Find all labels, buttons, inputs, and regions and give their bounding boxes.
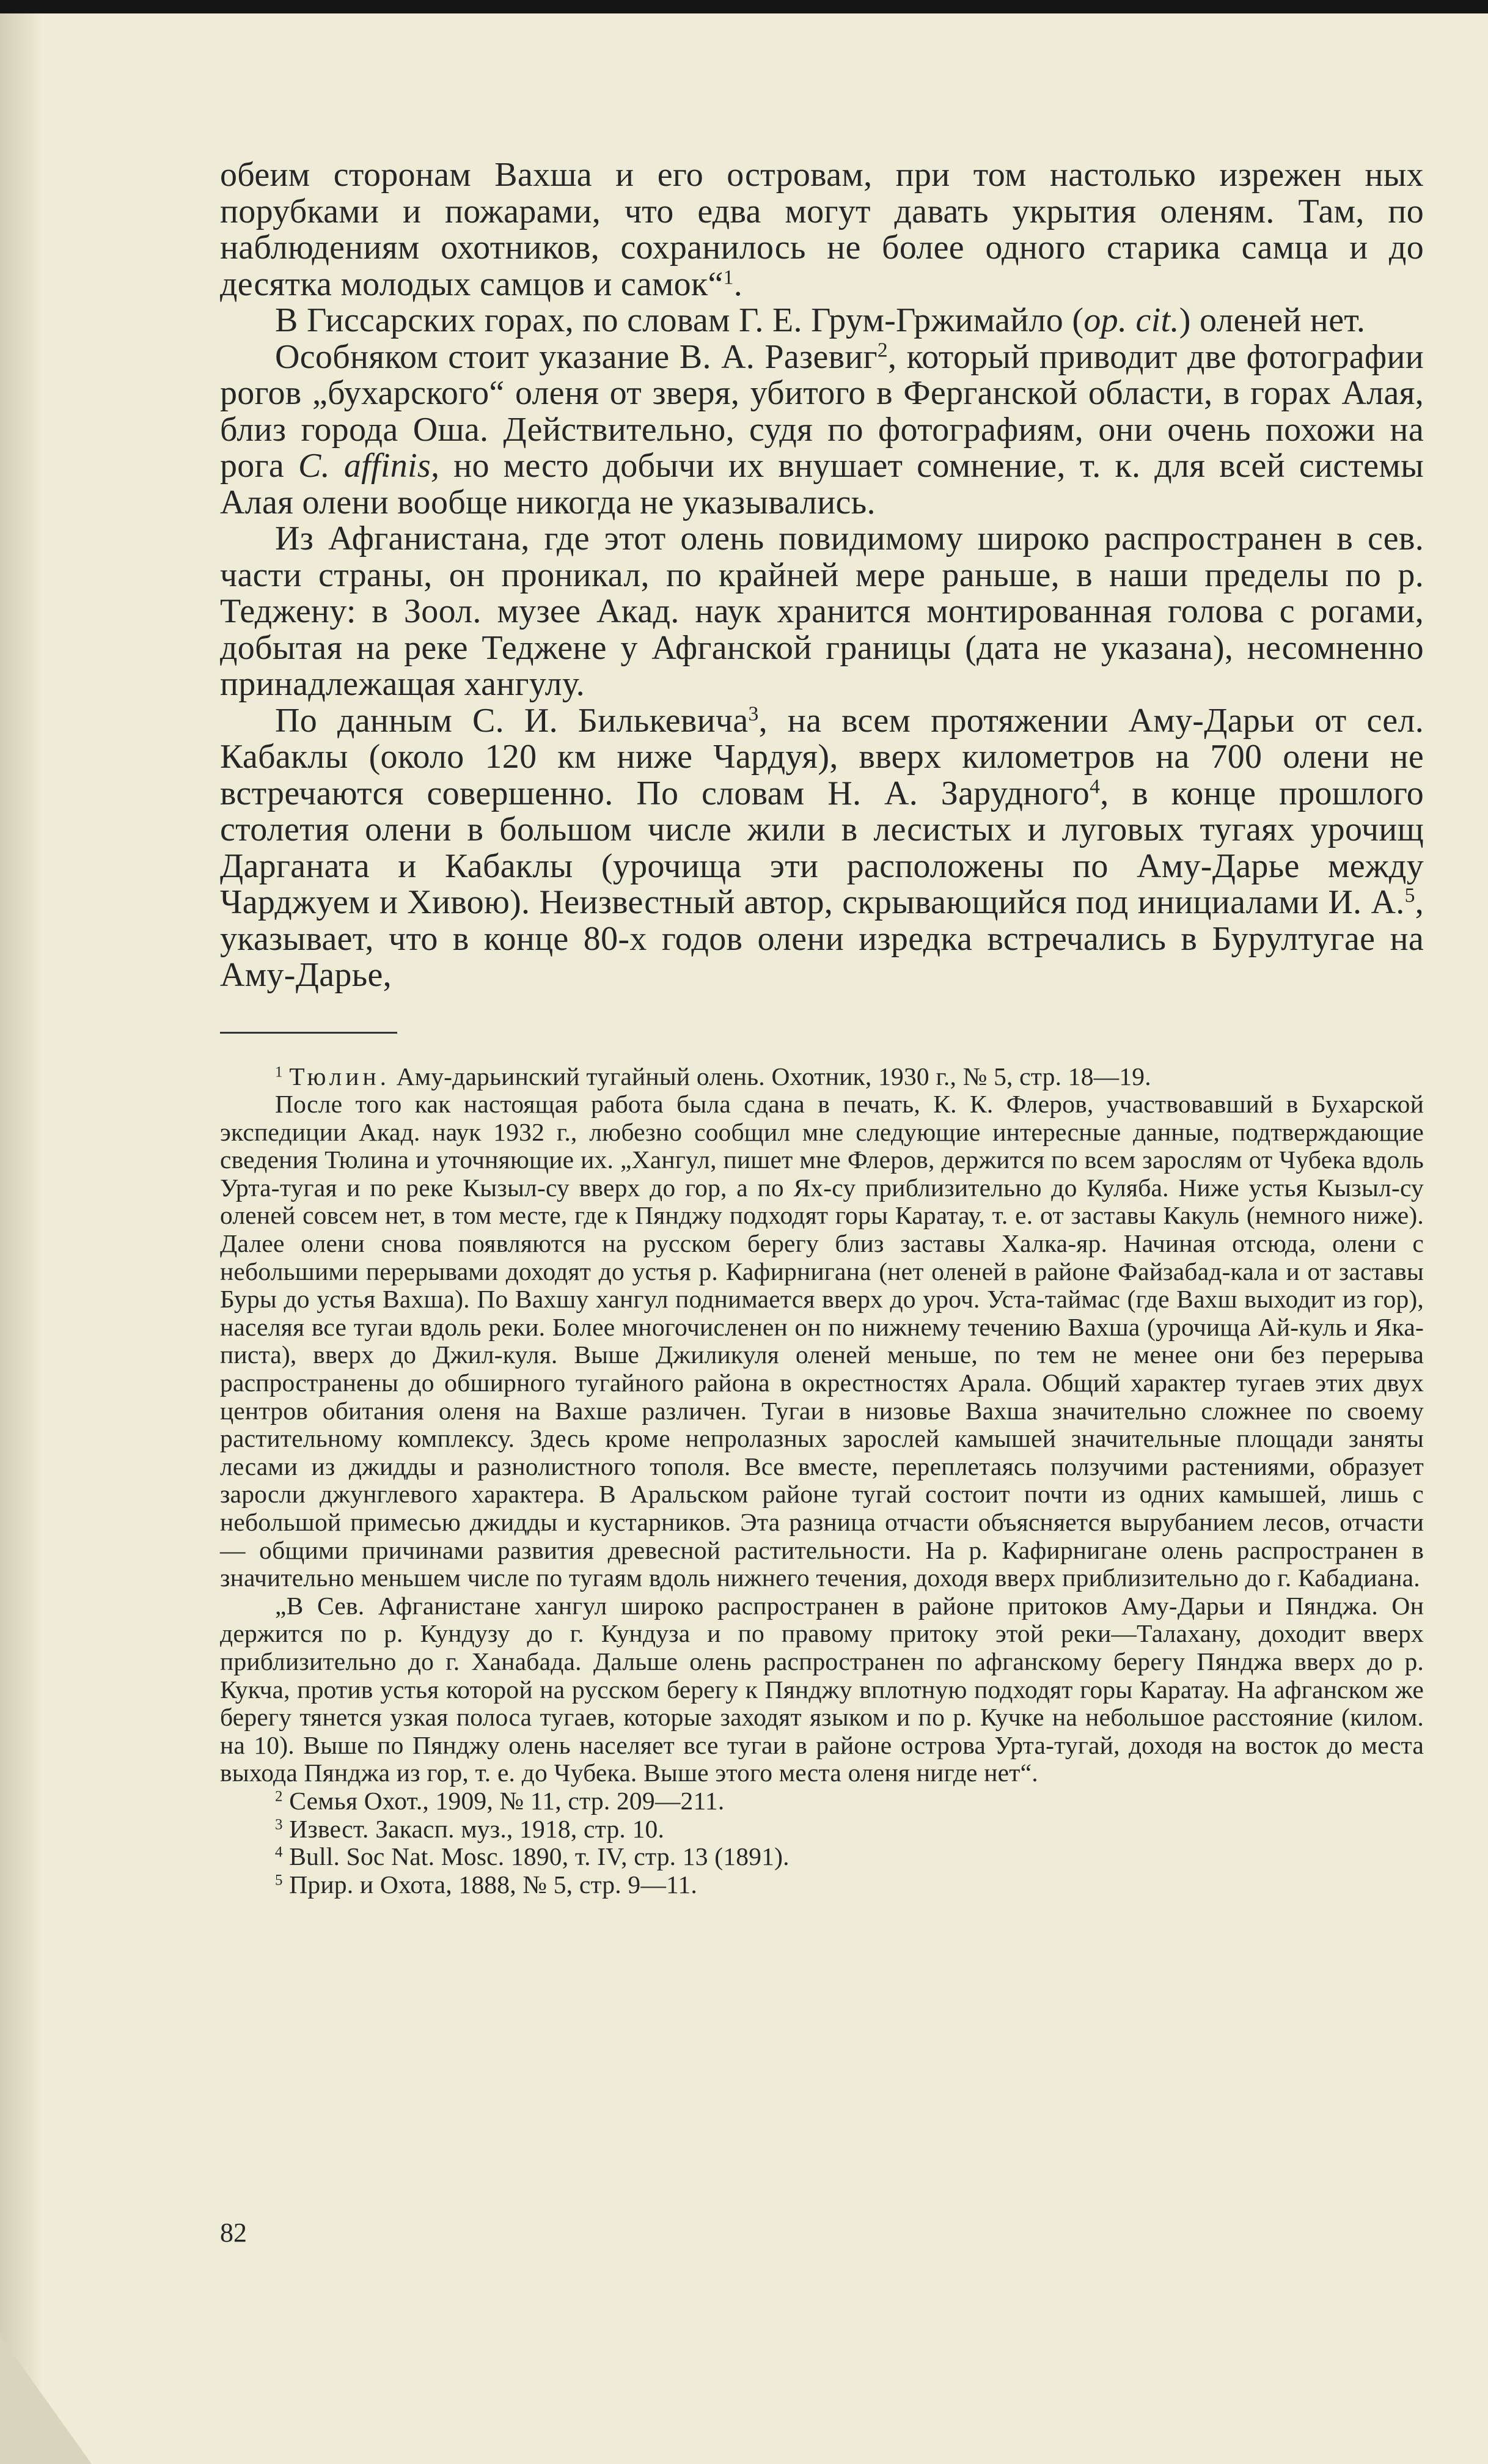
scan-edge	[0, 0, 1488, 13]
footnote-1-quote: „В Сев. Афганистане хангул широко распространен в районе притоков Аму-Дарьи и Пянджа. Он держится по р. Кундузу до г. Кундуза и по правому притоку этой реки—Талахану, доходит вверх приблизительно до г. Ханабада. Дальше олень распространен по афганскому берегу Пянджа вверх до р. Кукча, против устья которой на русском берегу к Пянджу вплотную подходят горы Каратау. На афганском же берегу тянется узкая полоса тугаев, которые заходят языком и по р. Кучке на небольшое расстояние (килом. на 10). Выше по Пянджу олень населяет все тугаи в районе острова Урта-тугай, доходя на восток до места выхода Пянджа из гор, т. е. до Чубека. Выше этого места оленя нигде нет“.	[220, 1591, 1424, 1787]
footnote-ref-3: 3	[748, 702, 759, 726]
footnote-1: $^1$ Тюлин. Аму-дарьинский тугайный олень. Охотник, 1930 г., № 5, стр. 18—19.	[275, 1062, 1151, 1090]
paragraph-5: По данным С. И. Билькевича$^3$, на всем протяжении Аму-Дарьи от сел. Кабаклы (около 120 км ниже Чардуя), вверх километров на 700 олени не встречаются совершенно. По словам Н. А. Зарудного$^4$, в конце прошлого столетия олени в большом числе жили в лесистых и луговых тугаях урочищ Дарганата и Кабаклы (урочища эти расположены по Аму-Дарье между Чарджуем и Хивою). Неизвестный автор, скрывающийся под инициалами И. А.$^5$, указывает, что в конце 80-х годов олени изредка встречались в Бурултугае на Аму-Дарье,	[220, 701, 1424, 994]
book-page	[0, 13, 1488, 2464]
footnote-5: $^5$ Прир. и Охота, 1888, № 5, стр. 9—11.	[275, 1870, 697, 1899]
page-gutter-shadow	[0, 13, 43, 2464]
footnote-ref-1: 1	[723, 266, 734, 289]
footnote-ref-4: 4	[1090, 775, 1101, 798]
page-corner-fold	[0, 2336, 92, 2464]
page-content	[220, 157, 1424, 1899]
footnotes	[220, 1063, 1424, 1899]
footnote-4: $^4$ Bull. Soc Nat. Mosc. 1890, т. IV, стр. 13 (1891).	[275, 1842, 790, 1871]
footnote-ref-2: 2	[877, 339, 888, 362]
footnote-3: $^3$ Извест. Закасп. муз., 1918, стр. 10.	[275, 1814, 665, 1843]
paragraph-2: В Гиссарских горах, по словам Г. Е. Грум-Гржимайло (op. cit.) оленей нет.	[275, 301, 1366, 339]
paragraph-4: Из Афганистана, где этот олень повидимому широко распространен в сев. части страны, он проникал, по крайней мере раньше, в наши пределы по р. Теджену: в Зоол. музее Акад. наук хранится монтированная голова с рогами, добытая на реке Теджене у Афганской границы (дата не указана), несомненно принадлежащая хангулу.	[220, 520, 1424, 703]
footnote-2: $^2$ Семья Охот., 1909, № 11, стр. 209—211.	[275, 1786, 725, 1815]
footnote-author: Тюлин.	[289, 1062, 390, 1090]
paragraph-3: Особняком стоит указание В. А. Разевиг$^2$, который приводит две фотографии рогов „бухарского“ оленя от зверя, убитого в Ферганской области, в горах Алая, близ города Оша. Действительно, судя по фотографиям, они очень похожи на рога C. affinis, но место добычи их внушает сомнение, т. к. для всей системы Алая олени вообще никогда не указывались.	[220, 337, 1424, 521]
footnote-1-continuation: После того как настоящая работа была сдана в печать, К. К. Флеров, участвовавший в Бухарской экспедиции Акад. наук 1932 г., любезно сообщил мне следующие интересные данные, подтверждающие сведения Тюлина и уточняющие их. „Хангул, пишет мне Флеров, держится по всем зарослям от Чубека вдоль Урта-тугая и по реке Кызыл-су вверх до гор, а по Ях-су приблизительно до Куляба. Ниже устья Кызыл-су оленей совсем нет, в том месте, где к Пянджу подходят горы Каратау, т. е. от заставы Какуль (немного ниже). Далее олени снова появляются на русском берегу близ заставы Халка-яр. Начиная отсюда, олени с небольшими перерывами доходят до устья р. Кафирнигана (нет оленей в районе Файзабад-кала и от заставы Буры до устья Вахша). По Вахшу хангул поднимается вверх до уроч. Уста-таймас (где Вахш выходит из гор), населяя все тугаи вдоль реки. Более многочисленен он по нижнему течению Вахша (урочища Ай-куль и Яка-писта), вверх до Джил-куля. Выше Джиликуля оленей меньше, по тем не менее они без перерыва распространены до обширного тугайного района в окрестностях Арала. Общий характер тугаев этих двух центров обитания оленя на Вахше различен. Тугаи в низовье Вахша значительно сложнее по своему растительному комплексу. Здесь кроме непролазных зарослей камышей значительные площади заняты лесами из джидды и разнолистного тополя. Все вместе, переплетаясь ползучими растениями, образует заросли джунглевого характера. В Аральском районе тугай состоит почти из одних камышей, лишь с небольшой примесью джидды и кустарников. Эта разница отчасти объясняется вырубанием лесов, отчасти — общими причинами развития древесной растительности. На р. Кафирнигане олень распространен в значительно меньшем числе по тугаям вдоль нижнего течения, доходя вверх приблизительно до г. Кабадиана.	[220, 1090, 1424, 1592]
page-number: 82	[220, 2218, 247, 2248]
footnote-divider	[220, 1032, 397, 1034]
paragraph-1: обеим сторонам Вахша и его островам, при том настолько изрежен ных порубками и пожарами, что едва могут давать укрытия оленям. Там, по наблюдениям охотников, сохранилось не более одного старика самца и до десятка молодых самцов и самок“$^1$.	[220, 156, 1424, 303]
footnote-ref-5: 5	[1404, 884, 1415, 907]
main-text	[220, 157, 1424, 994]
